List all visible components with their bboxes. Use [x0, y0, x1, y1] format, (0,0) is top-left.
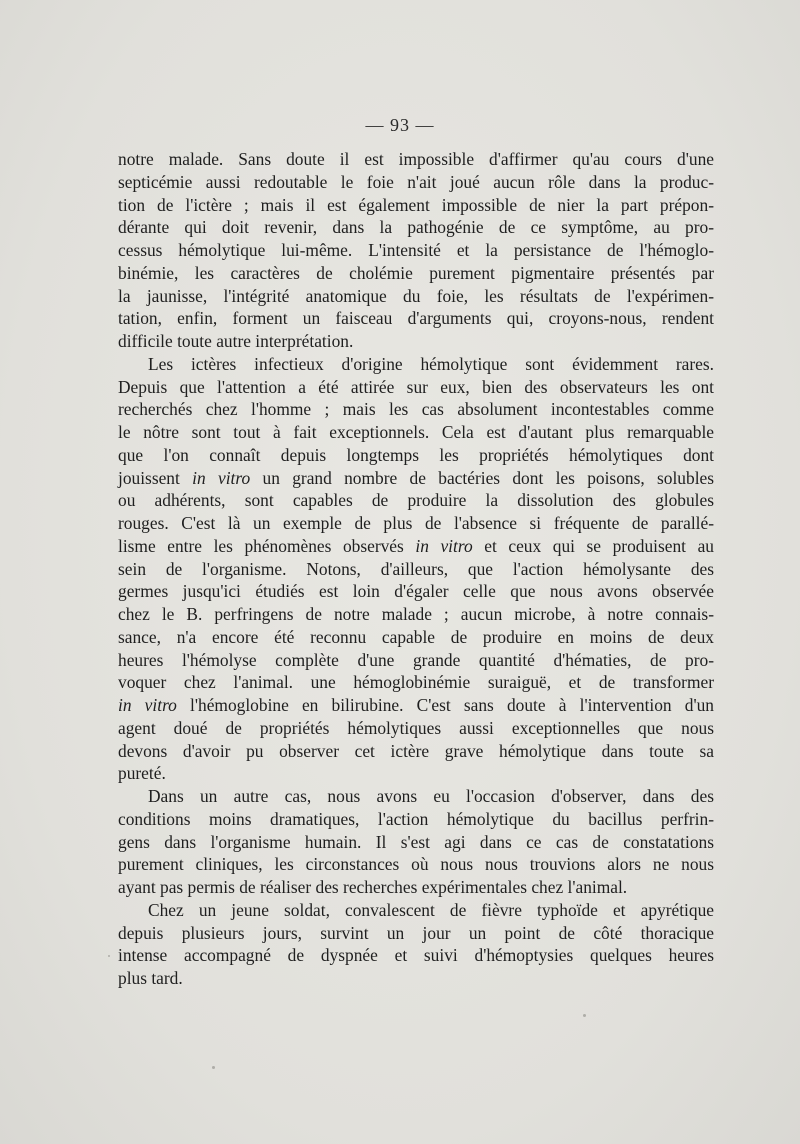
text-segment: pureté. — [118, 763, 166, 784]
text-line — [118, 216, 714, 239]
italic-phrase: in vitro — [415, 535, 473, 556]
text-segment: la jaunisse, l'intégrité anatomique du foie, les résultats de l'expérimen- — [118, 285, 714, 306]
text-segment: chez le B. perfringens de notre malade ; aucun microbe, à notre connais- — [118, 604, 714, 624]
text-segment: germes jusqu'ici étudiés est loin d'égaler celle que nous avons observée — [118, 581, 714, 602]
text-segment: que l'on connaît depuis longtemps les propriétés hémolytiques dont — [118, 444, 714, 465]
text-line — [118, 148, 714, 171]
text-segment: conditions moins dramatiques, l'action hémolytique du bacillus perfrin- — [118, 808, 714, 829]
text-line — [118, 580, 714, 603]
text-segment: binémie, les caractères de cholémie purement pigmentaire présentés par — [118, 262, 714, 283]
text-segment: voquer chez l'animal. une hémoglobinémie suraiguë, et de transformer — [118, 672, 714, 693]
text-segment: cessus hémolytique lui-même. L'intensité et la persistance de l'hémoglo- — [118, 240, 714, 260]
text-line — [118, 262, 714, 285]
text-line — [118, 944, 714, 967]
text-line — [118, 376, 714, 399]
paper-speck — [583, 1014, 586, 1017]
text-segment: tion de l'ictère ; mais il est également impossible de nier la part prépon- — [118, 194, 714, 215]
text-line — [118, 558, 714, 581]
text-segment: le nôtre sont tout à fait exceptionnels. Cela est d'autant plus remarquable — [118, 422, 714, 442]
text-segment: jouissent — [118, 467, 193, 488]
text-line — [118, 967, 714, 990]
italic-phrase: in vitro — [118, 695, 177, 715]
text-segment: ou adhérents, sont capables de produire la dissolution des globules — [118, 490, 714, 511]
text-segment: gens dans l'organisme humain. Il s'est agi dans ce cas de constatations — [118, 831, 714, 852]
text-line — [118, 922, 714, 945]
text-segment: septicémie aussi redoutable le foie n'ait joué aucun rôle dans la produc- — [118, 171, 714, 192]
text-line — [118, 239, 714, 262]
text-line — [118, 398, 714, 421]
text-line — [118, 444, 714, 467]
text-line — [118, 535, 714, 558]
text-segment: depuis plusieurs jours, survint un jour un point de côté thoracique — [118, 922, 714, 943]
text-segment: Les ictères infectieux d'origine hémolytique sont évidemment rares. — [148, 353, 714, 374]
text-segment: l'hémoglobine en bilirubine. C'est sans doute à l'intervention d'un — [176, 695, 714, 715]
text-line — [118, 899, 714, 922]
text-segment: sein de l'organisme. Notons, d'ailleurs, que l'action hémolysante des — [118, 558, 714, 579]
text-segment: rouges. C'est là un exemple de plus de l'absence si fréquente de parallé- — [118, 513, 714, 533]
text-segment: intense accompagné de dyspnée et suivi d'hémoptysies quelques heures — [118, 945, 714, 966]
page-number: — 93 — — [365, 115, 435, 135]
paragraph — [118, 899, 714, 990]
text-segment: heures l'hémolyse complète d'une grande quantité d'hématies, de pro- — [118, 649, 714, 670]
paper-speck — [108, 955, 110, 957]
text-segment: Depuis que l'attention a été attirée sur eux, bien des observateurs les ont — [118, 376, 714, 397]
text-line — [118, 671, 714, 694]
text-segment: lisme entre les phénomènes observés — [118, 535, 416, 556]
text-line — [118, 740, 714, 763]
text-line — [118, 808, 714, 831]
paragraph — [118, 148, 714, 353]
text-segment: plus tard. — [118, 968, 183, 988]
text-line — [118, 353, 714, 376]
text-line — [118, 307, 714, 330]
paper-speck — [212, 1066, 215, 1069]
text-line — [118, 330, 714, 353]
paragraph — [118, 785, 714, 899]
text-line — [118, 603, 714, 626]
text-segment: agent doué de propriétés hémolytiques aussi exceptionnelles que nous — [118, 717, 714, 738]
text-line — [118, 489, 714, 512]
paragraph — [118, 353, 714, 785]
text-segment: recherchés chez l'homme ; mais les cas absolument incontestables comme — [118, 399, 714, 420]
text-line — [118, 626, 714, 649]
text-segment: difficile toute autre interprétation. — [118, 331, 354, 351]
text-line — [118, 831, 714, 854]
text-line — [118, 762, 714, 785]
body-text — [118, 148, 714, 990]
text-segment: purement cliniques, les circonstances où nous nous trouvions alors ne nous — [118, 854, 714, 875]
text-segment: notre malade. Sans doute il est impossible d'affirmer qu'au cours d'une — [118, 149, 714, 169]
text-line — [118, 467, 714, 490]
text-line — [118, 785, 714, 808]
text-segment: et ceux qui se produisent au — [472, 535, 714, 556]
text-line — [118, 171, 714, 194]
text-segment: un grand nombre de bactéries dont les poisons, solubles — [250, 467, 715, 488]
text-line — [118, 421, 714, 444]
text-line — [118, 717, 714, 740]
text-segment: Dans un autre cas, nous avons eu l'occasion d'observer, dans des — [148, 786, 714, 806]
text-line — [118, 694, 714, 717]
text-line — [118, 285, 714, 308]
text-line — [118, 649, 714, 672]
text-segment: ayant pas permis de réaliser des recherches expérimentales chez l'animal. — [118, 877, 628, 897]
text-line — [118, 876, 714, 899]
text-segment: dérante qui doit revenir, dans la pathogénie de ce symptôme, au pro- — [118, 217, 714, 238]
text-segment: Chez un jeune soldat, convalescent de fièvre typhoïde et apyrétique — [148, 899, 714, 920]
text-line — [118, 512, 714, 535]
text-line — [118, 194, 714, 217]
text-segment: sance, n'a encore été reconnu capable de produire en moins de deux — [118, 626, 714, 647]
text-segment: tation, enfin, forment un faisceau d'arguments qui, croyons-nous, rendent — [118, 308, 714, 329]
text-segment: devons d'avoir pu observer cet ictère grave hémolytique dans toute sa — [118, 740, 714, 761]
text-line — [118, 853, 714, 876]
italic-phrase: in vitro — [192, 467, 251, 488]
